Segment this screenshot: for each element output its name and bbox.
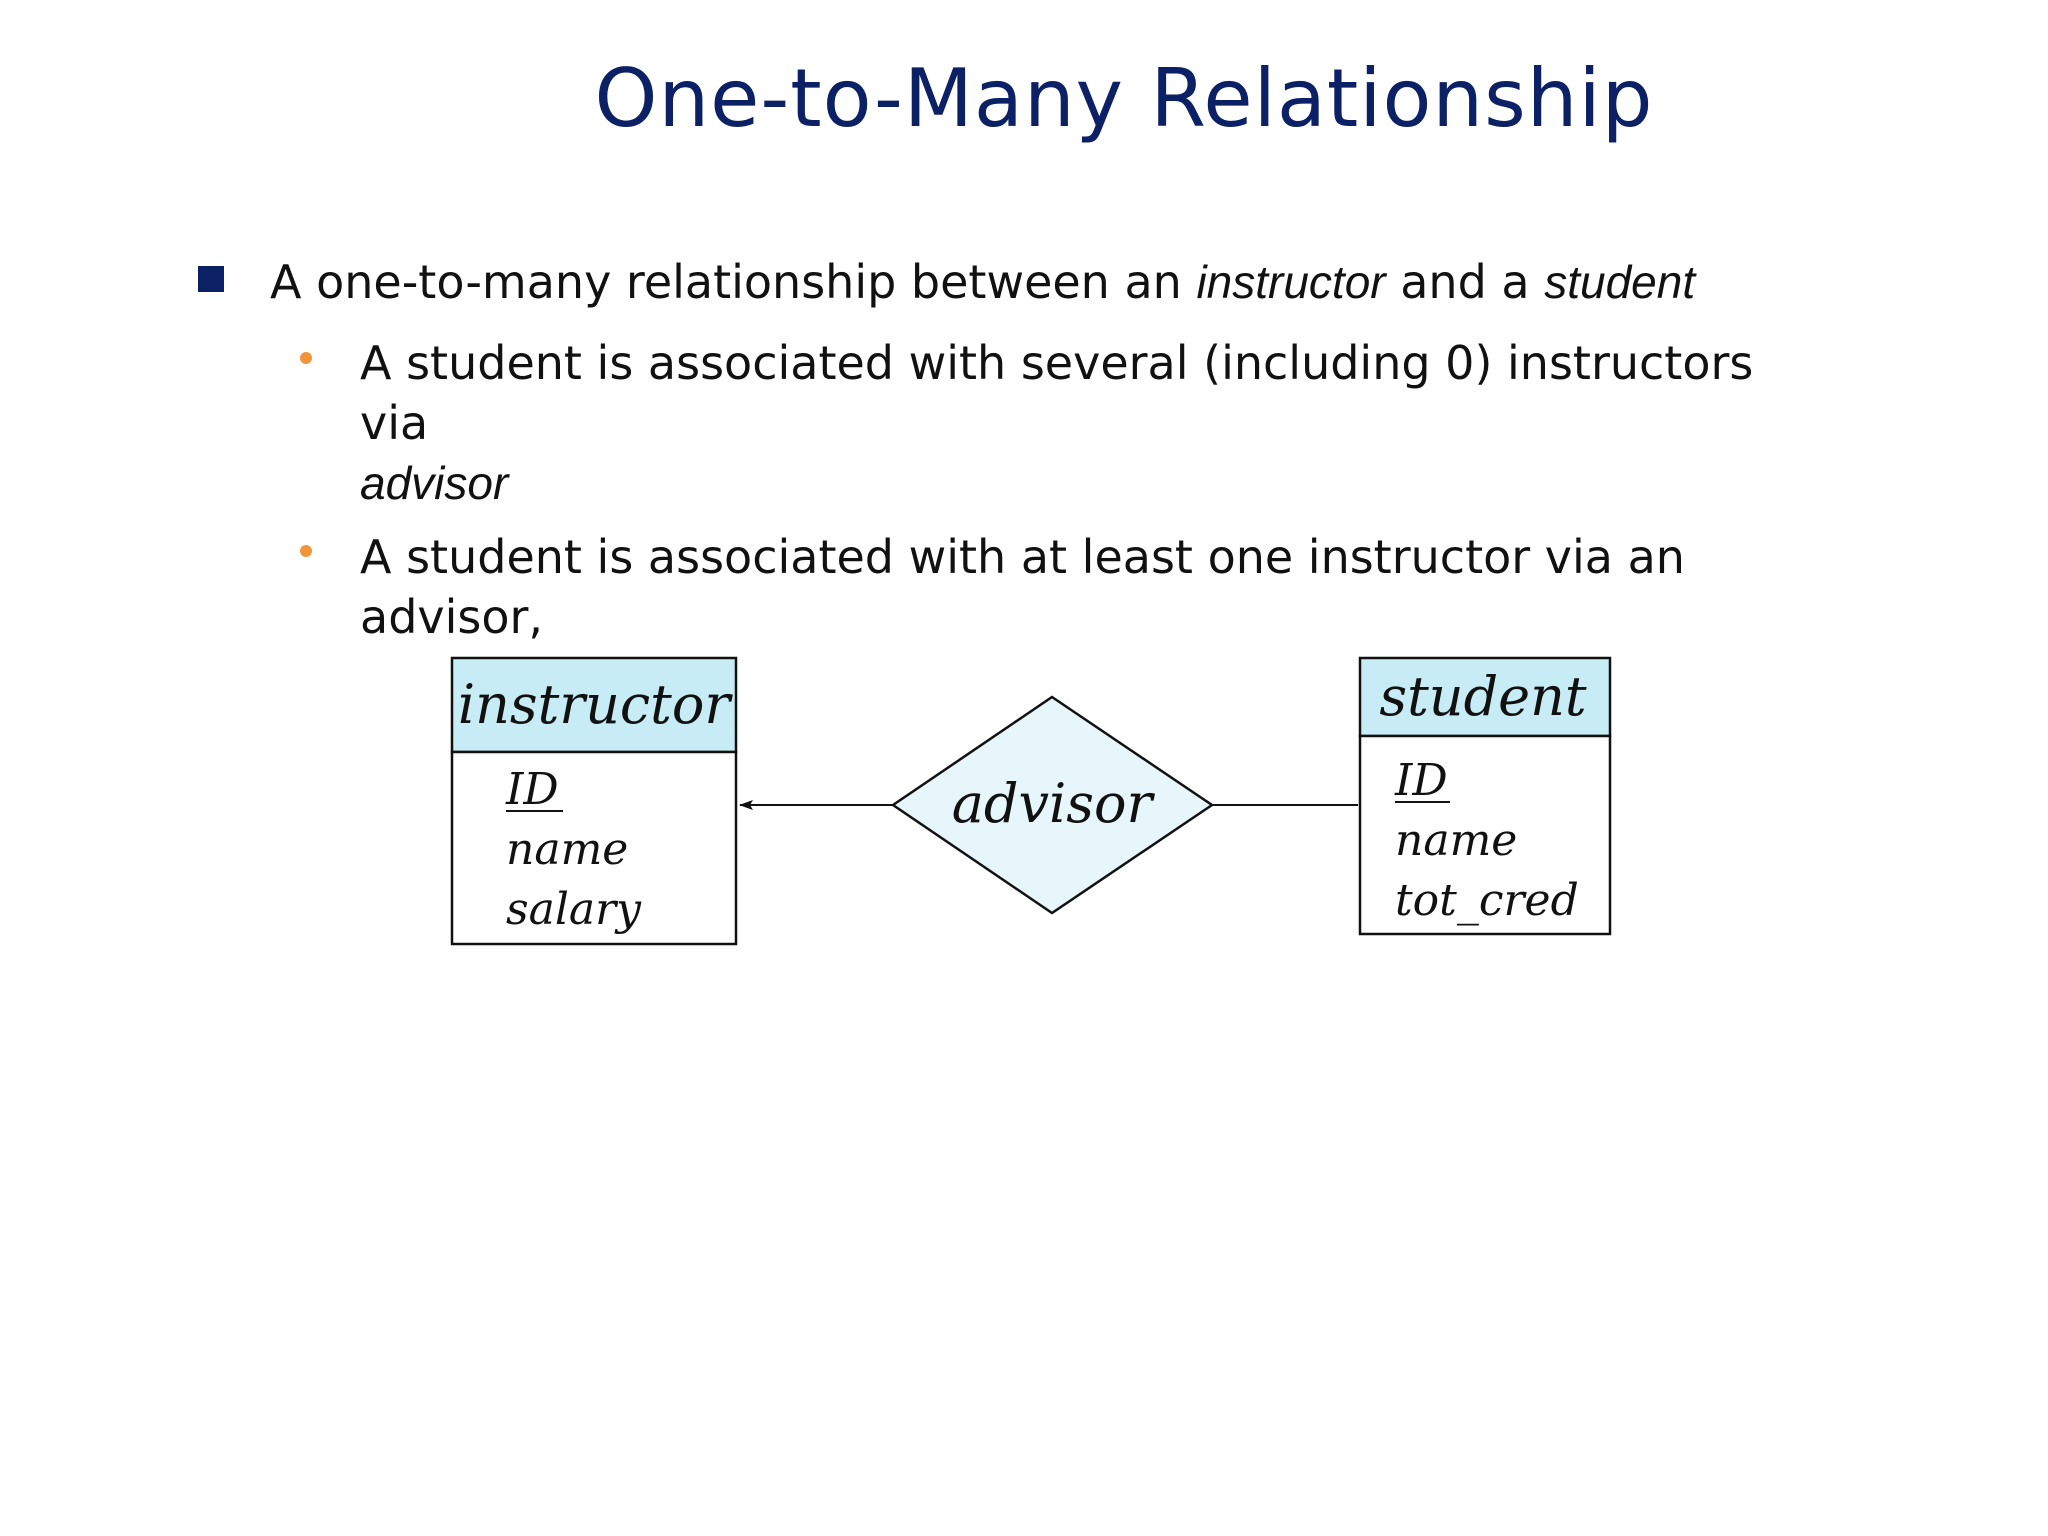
instructor-attr-name: name (506, 824, 629, 875)
relationship-advisor (893, 697, 1212, 913)
bullet-main-entity-instructor: instructor (1196, 256, 1386, 308)
student-attr-tot-cred: tot_cred (1395, 875, 1579, 926)
bullet-main-prefix: A one-to-many relationship between an (270, 255, 1197, 309)
student-attr-id: ID (1395, 755, 1448, 806)
sub-bullet-2-line-2: advisor, (360, 590, 544, 644)
instructor-attr-salary: salary (506, 884, 642, 935)
entity-instructor (452, 658, 736, 944)
bullet-main-middle: and a (1385, 255, 1545, 309)
entity-student-name: student (1379, 665, 1587, 728)
student-attr-name: name (1395, 815, 1518, 866)
instructor-attr-id: ID (506, 764, 559, 815)
sub-bullet-1-line-1: A student is associated with several (including 0) instructors (360, 336, 1754, 390)
relationship-advisor-label: advisor (951, 772, 1153, 835)
bullet-main-entity-student: student (1544, 256, 1696, 308)
sub-bullet-2-line-1: A student is associated with at least one instructor via an (360, 530, 1685, 584)
sub-bullet-1-line-2: via (360, 396, 429, 450)
sub-bullet-1-line-3: advisor (360, 457, 509, 509)
entity-student (1360, 658, 1610, 934)
slide-title: One-to-Many Relationship (594, 52, 1654, 145)
entity-instructor-name: instructor (457, 673, 731, 736)
